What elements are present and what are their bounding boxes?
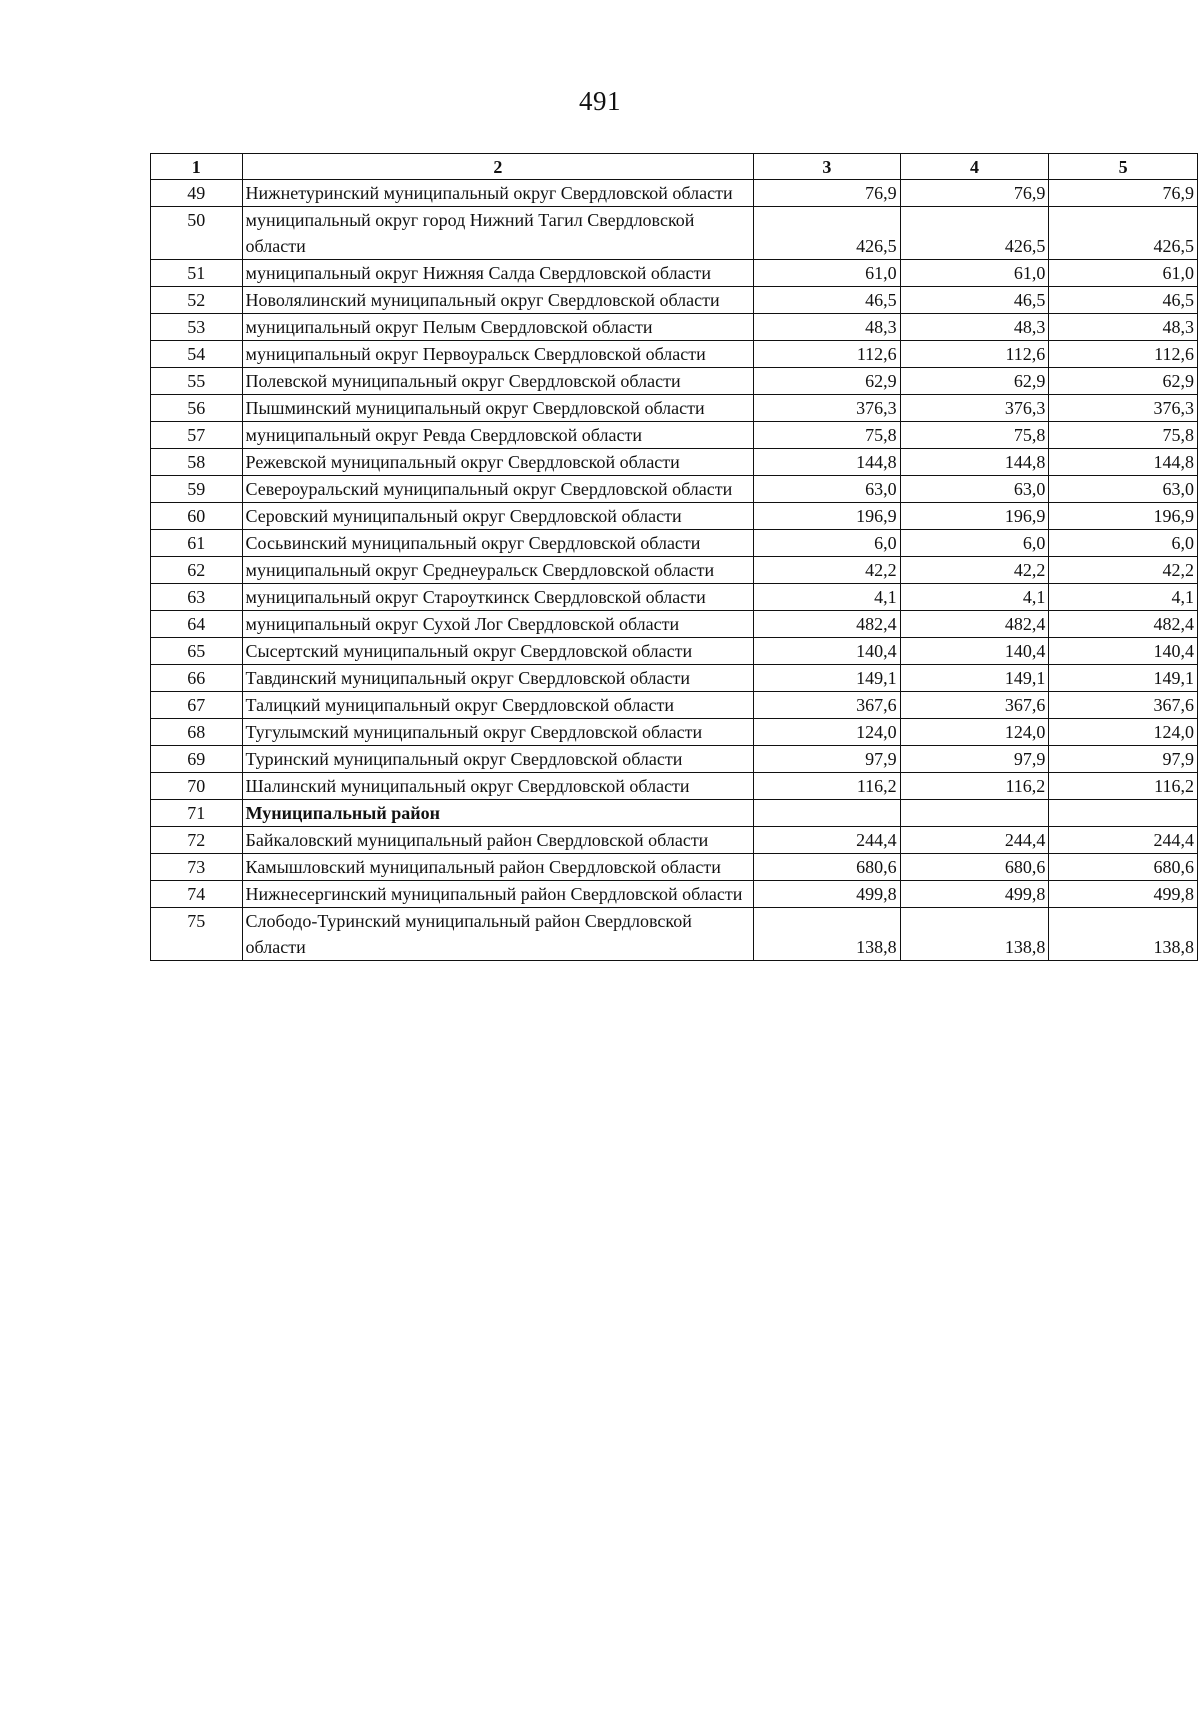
value-col-5-cell: 426,5 <box>1049 207 1198 260</box>
table-row <box>151 341 1198 368</box>
value-col-5-cell: 46,5 <box>1049 287 1198 314</box>
value-col-5-cell: 6,0 <box>1049 530 1198 557</box>
value-col-3-cell: 76,9 <box>754 180 900 207</box>
row-number-cell: 72 <box>151 827 243 854</box>
value-col-3-cell: 75,8 <box>754 422 900 449</box>
value-col-3-cell: 376,3 <box>754 395 900 422</box>
municipality-name-cell: Сосьвинский муниципальный округ Свердловской области <box>242 530 754 557</box>
header-col-1: 1 <box>151 154 243 180</box>
municipality-name-cell: Сысертский муниципальный округ Свердловской области <box>242 638 754 665</box>
table-row <box>151 476 1198 503</box>
row-number-cell: 52 <box>151 287 243 314</box>
value-col-5-cell <box>1049 800 1198 827</box>
value-col-3-cell: 244,4 <box>754 827 900 854</box>
table-row <box>151 854 1198 881</box>
value-col-4-cell: 4,1 <box>900 584 1049 611</box>
value-col-4-cell: 244,4 <box>900 827 1049 854</box>
value-col-5-cell: 376,3 <box>1049 395 1198 422</box>
value-col-5-cell: 140,4 <box>1049 638 1198 665</box>
value-col-3-cell: 482,4 <box>754 611 900 638</box>
row-number-cell: 65 <box>151 638 243 665</box>
value-col-4-cell: 75,8 <box>900 422 1049 449</box>
row-number-cell: 66 <box>151 665 243 692</box>
value-col-4-cell: 367,6 <box>900 692 1049 719</box>
row-number-cell: 54 <box>151 341 243 368</box>
value-col-5-cell: 116,2 <box>1049 773 1198 800</box>
data-table <box>150 153 1198 961</box>
value-col-4-cell: 426,5 <box>900 207 1049 260</box>
municipality-name-cell: муниципальный округ Нижняя Салда Свердловской области <box>242 260 754 287</box>
value-col-4-cell: 76,9 <box>900 180 1049 207</box>
value-col-5-cell: 244,4 <box>1049 827 1198 854</box>
row-number-cell: 50 <box>151 207 243 260</box>
header-col-5: 5 <box>1049 154 1198 180</box>
value-col-4-cell: 48,3 <box>900 314 1049 341</box>
municipality-name-cell: муниципальный округ Первоуральск Свердловской области <box>242 341 754 368</box>
municipality-name-cell: Режевской муниципальный округ Свердловской области <box>242 449 754 476</box>
table-row <box>151 773 1198 800</box>
value-col-3-cell: 367,6 <box>754 692 900 719</box>
table-row <box>151 260 1198 287</box>
value-col-5-cell: 499,8 <box>1049 881 1198 908</box>
value-col-3-cell: 116,2 <box>754 773 900 800</box>
table-row <box>151 827 1198 854</box>
municipality-name-cell: Слободо-Туринский муниципальный район Свердловской области <box>242 908 754 961</box>
value-col-5-cell: 196,9 <box>1049 503 1198 530</box>
value-col-4-cell: 97,9 <box>900 746 1049 773</box>
table-row <box>151 395 1198 422</box>
value-col-4-cell: 62,9 <box>900 368 1049 395</box>
row-number-cell: 60 <box>151 503 243 530</box>
row-number-cell: 71 <box>151 800 243 827</box>
value-col-3-cell: 6,0 <box>754 530 900 557</box>
row-number-cell: 68 <box>151 719 243 746</box>
table-row <box>151 287 1198 314</box>
value-col-4-cell: 138,8 <box>900 908 1049 961</box>
header-col-3: 3 <box>754 154 900 180</box>
table-row <box>151 368 1198 395</box>
value-col-4-cell: 499,8 <box>900 881 1049 908</box>
municipality-name-cell: муниципальный округ Ревда Свердловской области <box>242 422 754 449</box>
value-col-4-cell: 6,0 <box>900 530 1049 557</box>
row-number-cell: 59 <box>151 476 243 503</box>
value-col-4-cell: 112,6 <box>900 341 1049 368</box>
row-number-cell: 58 <box>151 449 243 476</box>
value-col-3-cell: 61,0 <box>754 260 900 287</box>
table-row <box>151 881 1198 908</box>
table-row <box>151 314 1198 341</box>
municipality-name-cell: Новолялинский муниципальный округ Свердловской области <box>242 287 754 314</box>
municipality-name-cell: Пышминский муниципальный округ Свердловской области <box>242 395 754 422</box>
value-col-3-cell: 138,8 <box>754 908 900 961</box>
value-col-4-cell: 149,1 <box>900 665 1049 692</box>
table-row <box>151 557 1198 584</box>
value-col-4-cell: 196,9 <box>900 503 1049 530</box>
municipality-name-cell: Байкаловский муниципальный район Свердловской области <box>242 827 754 854</box>
table-row <box>151 746 1198 773</box>
row-number-cell: 73 <box>151 854 243 881</box>
value-col-3-cell: 112,6 <box>754 341 900 368</box>
value-col-3-cell <box>754 800 900 827</box>
value-col-4-cell: 124,0 <box>900 719 1049 746</box>
municipality-name-cell: Нижнетуринский муниципальный округ Свердловской области <box>242 180 754 207</box>
value-col-5-cell: 48,3 <box>1049 314 1198 341</box>
table-row <box>151 692 1198 719</box>
value-col-4-cell: 63,0 <box>900 476 1049 503</box>
row-number-cell: 49 <box>151 180 243 207</box>
value-col-3-cell: 42,2 <box>754 557 900 584</box>
row-number-cell: 55 <box>151 368 243 395</box>
value-col-3-cell: 63,0 <box>754 476 900 503</box>
row-number-cell: 70 <box>151 773 243 800</box>
header-row <box>151 154 1198 180</box>
table-row <box>151 180 1198 207</box>
value-col-5-cell: 62,9 <box>1049 368 1198 395</box>
value-col-3-cell: 124,0 <box>754 719 900 746</box>
value-col-5-cell: 63,0 <box>1049 476 1198 503</box>
value-col-4-cell: 46,5 <box>900 287 1049 314</box>
value-col-4-cell: 144,8 <box>900 449 1049 476</box>
table-row <box>151 638 1198 665</box>
table-row <box>151 530 1198 557</box>
value-col-3-cell: 499,8 <box>754 881 900 908</box>
municipality-name-cell: Тавдинский муниципальный округ Свердловской области <box>242 665 754 692</box>
municipality-name-cell: Серовский муниципальный округ Свердловской области <box>242 503 754 530</box>
row-number-cell: 57 <box>151 422 243 449</box>
value-col-5-cell: 367,6 <box>1049 692 1198 719</box>
value-col-4-cell: 140,4 <box>900 638 1049 665</box>
value-col-3-cell: 196,9 <box>754 503 900 530</box>
municipality-name-cell: муниципальный округ Среднеуральск Свердловской области <box>242 557 754 584</box>
value-col-3-cell: 140,4 <box>754 638 900 665</box>
row-number-cell: 56 <box>151 395 243 422</box>
row-number-cell: 61 <box>151 530 243 557</box>
value-col-3-cell: 426,5 <box>754 207 900 260</box>
value-col-5-cell: 124,0 <box>1049 719 1198 746</box>
value-col-5-cell: 112,6 <box>1049 341 1198 368</box>
row-number-cell: 51 <box>151 260 243 287</box>
row-number-cell: 74 <box>151 881 243 908</box>
value-col-3-cell: 48,3 <box>754 314 900 341</box>
value-col-3-cell: 97,9 <box>754 746 900 773</box>
municipality-name-cell: Полевской муниципальный округ Свердловской области <box>242 368 754 395</box>
table-row <box>151 665 1198 692</box>
value-col-4-cell: 116,2 <box>900 773 1049 800</box>
table-row <box>151 800 1198 827</box>
municipality-name-cell: Нижнесергинский муниципальный район Свердловской области <box>242 881 754 908</box>
value-col-5-cell: 482,4 <box>1049 611 1198 638</box>
value-col-5-cell: 680,6 <box>1049 854 1198 881</box>
page-number: 491 <box>579 86 621 116</box>
row-number-cell: 62 <box>151 557 243 584</box>
value-col-5-cell: 76,9 <box>1049 180 1198 207</box>
table-row <box>151 207 1198 260</box>
value-col-4-cell: 482,4 <box>900 611 1049 638</box>
value-col-5-cell: 138,8 <box>1049 908 1198 961</box>
header-col-4: 4 <box>900 154 1049 180</box>
value-col-4-cell: 376,3 <box>900 395 1049 422</box>
row-number-cell: 69 <box>151 746 243 773</box>
table-row <box>151 908 1198 961</box>
municipality-name-cell: Тугулымский муниципальный округ Свердловской области <box>242 719 754 746</box>
value-col-5-cell: 149,1 <box>1049 665 1198 692</box>
value-col-5-cell: 144,8 <box>1049 449 1198 476</box>
municipality-name-cell: Муниципальный район <box>242 800 754 827</box>
row-number-cell: 53 <box>151 314 243 341</box>
municipality-name-cell: муниципальный округ город Нижний Тагил Свердловской области <box>242 207 754 260</box>
table-row <box>151 422 1198 449</box>
value-col-4-cell: 42,2 <box>900 557 1049 584</box>
municipality-name-cell: Камышловский муниципальный район Свердловской области <box>242 854 754 881</box>
value-col-4-cell: 680,6 <box>900 854 1049 881</box>
value-col-5-cell: 61,0 <box>1049 260 1198 287</box>
value-col-3-cell: 680,6 <box>754 854 900 881</box>
table-row <box>151 584 1198 611</box>
municipality-name-cell: Шалинский муниципальный округ Свердловской области <box>242 773 754 800</box>
table-row <box>151 611 1198 638</box>
table-row <box>151 503 1198 530</box>
value-col-3-cell: 4,1 <box>754 584 900 611</box>
row-number-cell: 63 <box>151 584 243 611</box>
value-col-4-cell <box>900 800 1049 827</box>
value-col-3-cell: 144,8 <box>754 449 900 476</box>
value-col-3-cell: 46,5 <box>754 287 900 314</box>
value-col-3-cell: 62,9 <box>754 368 900 395</box>
municipality-name-cell: муниципальный округ Пелым Свердловской области <box>242 314 754 341</box>
table-row <box>151 719 1198 746</box>
municipality-name-cell: Североуральский муниципальный округ Свердловской области <box>242 476 754 503</box>
value-col-5-cell: 4,1 <box>1049 584 1198 611</box>
row-number-cell: 75 <box>151 908 243 961</box>
table-row <box>151 449 1198 476</box>
municipality-name-cell: муниципальный округ Староуткинск Свердловской области <box>242 584 754 611</box>
value-col-5-cell: 97,9 <box>1049 746 1198 773</box>
row-number-cell: 67 <box>151 692 243 719</box>
value-col-5-cell: 75,8 <box>1049 422 1198 449</box>
municipality-name-cell: муниципальный округ Сухой Лог Свердловской области <box>242 611 754 638</box>
row-number-cell: 64 <box>151 611 243 638</box>
value-col-4-cell: 61,0 <box>900 260 1049 287</box>
municipality-name-cell: Талицкий муниципальный округ Свердловской области <box>242 692 754 719</box>
header-col-2: 2 <box>242 154 754 180</box>
table-body <box>151 180 1198 961</box>
municipality-name-cell: Туринский муниципальный округ Свердловской области <box>242 746 754 773</box>
value-col-3-cell: 149,1 <box>754 665 900 692</box>
value-col-5-cell: 42,2 <box>1049 557 1198 584</box>
